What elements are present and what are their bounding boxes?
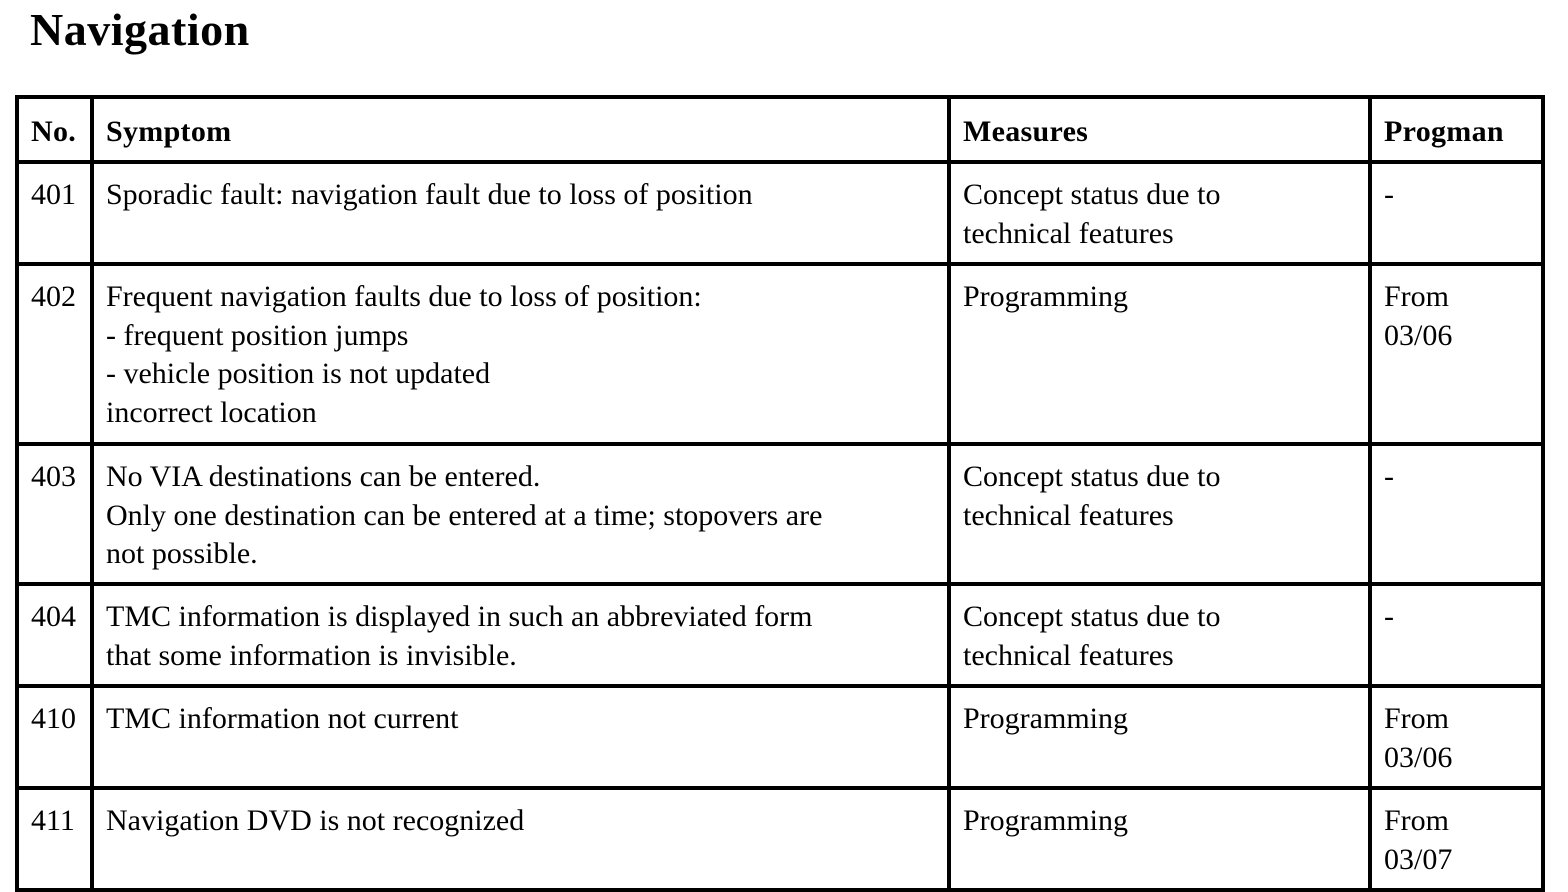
measures-line: Concept status due to: [963, 178, 1221, 211]
cell-symptom: [92, 444, 949, 584]
table-row: [17, 444, 1543, 584]
measures-line: technical features: [963, 498, 1174, 532]
progman-line: From: [1384, 804, 1450, 837]
symptom-line: that some information is invisible.: [106, 638, 517, 672]
cell-no: 411: [17, 788, 92, 890]
symptom-line: TMC information is displayed in such an abbreviated form: [106, 600, 813, 633]
cell-symptom: [92, 788, 949, 890]
cell-progman: [1370, 264, 1543, 444]
cell-measures: [949, 584, 1370, 686]
progman-line: -: [1384, 600, 1394, 633]
cell-symptom: [92, 162, 949, 264]
column-header-measures: Measures: [949, 97, 1370, 162]
progman-line: 03/07: [1384, 842, 1453, 876]
cell-no: 404: [17, 584, 92, 686]
symptom-line: not possible.: [106, 537, 258, 570]
cell-no: 410: [17, 686, 92, 788]
progman-line: 03/06: [1384, 318, 1453, 352]
measures-line: Programming: [963, 280, 1128, 313]
measures-line: Concept status due to: [963, 600, 1221, 633]
column-header-symptom: Symptom: [92, 97, 949, 162]
cell-progman: [1370, 162, 1543, 264]
measures-line: Programming: [963, 804, 1128, 837]
symptom-line: TMC information not current: [106, 702, 459, 735]
faults-table: [15, 95, 1545, 892]
cell-measures: [949, 686, 1370, 788]
symptom-line: - vehicle position is not updated: [106, 357, 491, 390]
table-row: [17, 686, 1543, 788]
symptom-line: incorrect location: [106, 395, 317, 429]
cell-symptom: [92, 686, 949, 788]
cell-progman: [1370, 584, 1543, 686]
progman-line: From: [1384, 280, 1450, 313]
column-header-no: No.: [17, 97, 92, 162]
table-row: [17, 264, 1543, 444]
cell-no: 401: [17, 162, 92, 264]
cell-symptom: [92, 264, 949, 444]
progman-line: 03/06: [1384, 740, 1453, 774]
cell-measures: [949, 264, 1370, 444]
symptom-line: - frequent position jumps: [106, 318, 409, 352]
progman-line: -: [1384, 460, 1394, 493]
table-row: [17, 162, 1543, 264]
measures-line: technical features: [963, 638, 1174, 672]
cell-progman: [1370, 444, 1543, 584]
cell-symptom: [92, 584, 949, 686]
measures-line: Programming: [963, 702, 1128, 735]
measures-line: Concept status due to: [963, 460, 1221, 493]
symptom-line: Only one destination can be entered at a time; stopovers are: [106, 498, 823, 532]
cell-measures: [949, 444, 1370, 584]
table-header-row: [17, 97, 1543, 162]
column-header-progman: Progman: [1370, 97, 1543, 162]
page-title: Navigation: [30, 4, 250, 55]
cell-progman: [1370, 788, 1543, 890]
cell-no: 403: [17, 444, 92, 584]
cell-no: 402: [17, 264, 92, 444]
table-row: [17, 584, 1543, 686]
progman-line: From: [1384, 702, 1450, 735]
cell-progman: [1370, 686, 1543, 788]
symptom-line: No VIA destinations can be entered.: [106, 460, 541, 493]
symptom-line: Frequent navigation faults due to loss of position:: [106, 280, 702, 313]
cell-measures: [949, 788, 1370, 890]
symptom-line: Sporadic fault: navigation fault due to loss of position: [106, 178, 753, 211]
progman-line: -: [1384, 178, 1394, 211]
cell-measures: [949, 162, 1370, 264]
table-row: [17, 788, 1543, 890]
symptom-line: Navigation DVD is not recognized: [106, 804, 525, 837]
measures-line: technical features: [963, 216, 1174, 250]
